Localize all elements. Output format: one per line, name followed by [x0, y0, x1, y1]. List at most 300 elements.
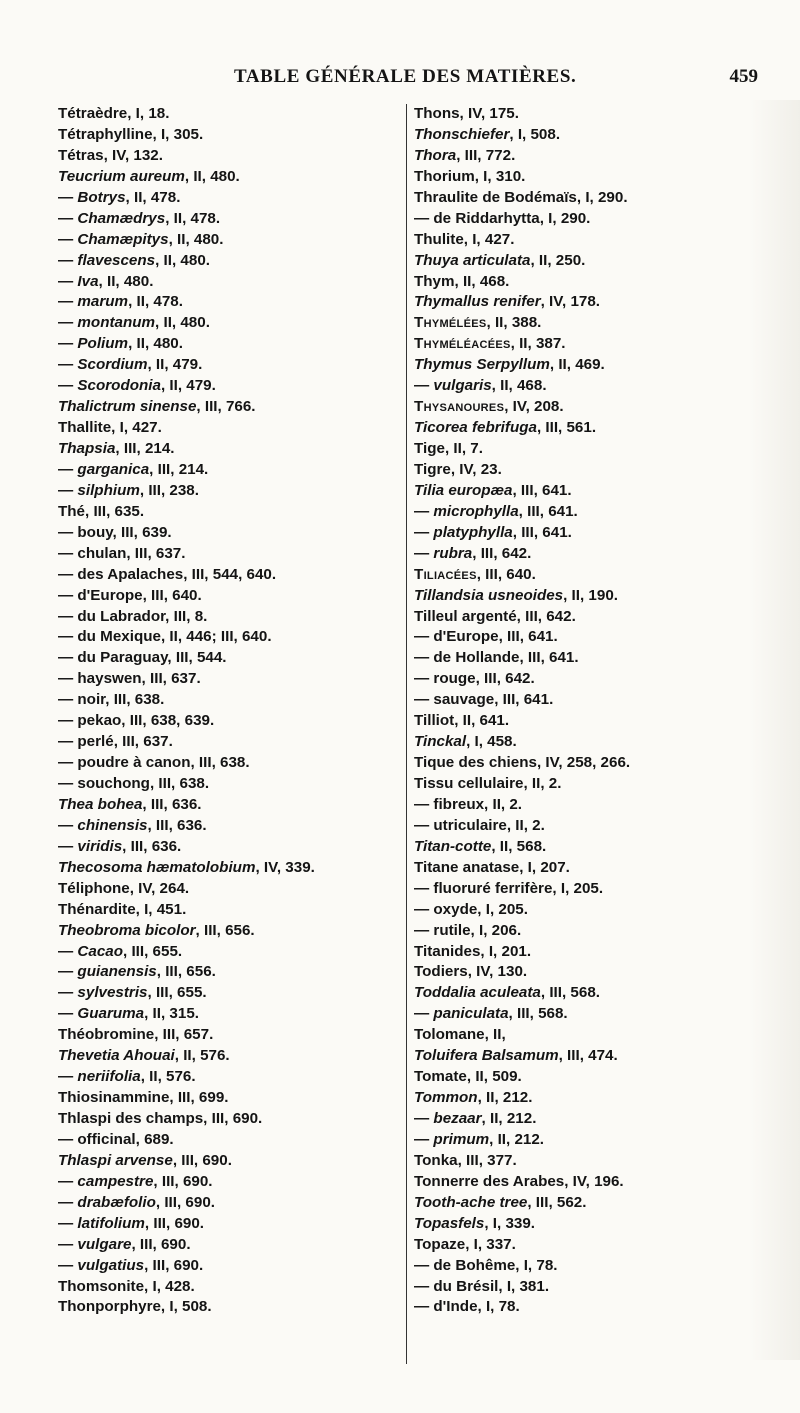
index-entry-part: Tillandsia usneoides [414, 586, 564, 604]
index-entry-part: , II, 568. [491, 837, 547, 855]
index-entry [414, 607, 794, 628]
index-entry [58, 732, 398, 753]
index-entry [414, 418, 794, 439]
index-entry [414, 774, 794, 795]
index-entry-part: — [58, 942, 78, 960]
index-entry-part: — fluoruré ferrifère, I, 205. [414, 879, 604, 897]
index-entry [414, 188, 794, 209]
index-entry [58, 439, 398, 460]
index-entry-part: Thuya articulata [414, 251, 531, 269]
index-entry [58, 502, 398, 523]
index-entry [58, 983, 398, 1004]
index-entry-part: , III, 238. [139, 481, 199, 499]
index-entry-part: guianensis [77, 963, 157, 981]
index-entry [58, 962, 398, 983]
index-entry-part: — [414, 523, 434, 541]
index-entry-part: — rutile, I, 206. [414, 921, 522, 939]
index-entry-part: , IV, 339. [255, 858, 315, 876]
index-entry [58, 230, 398, 251]
index-entry-part: , I, 339. [484, 1214, 536, 1232]
index-entry-part: , II, 212. [477, 1089, 533, 1107]
index-entry-part: silphium [77, 481, 140, 499]
index-entry-part: Thlaspi des champs, III, 690. [58, 1110, 263, 1127]
index-entry-part: campestre [77, 1172, 154, 1190]
index-entry [414, 334, 794, 355]
index-entry [414, 1067, 794, 1088]
index-entry-part: Tomate, II, 509. [414, 1068, 522, 1086]
index-entry-part: , III, 568. [508, 1005, 568, 1023]
index-entry [414, 481, 794, 502]
index-entry [414, 1297, 794, 1318]
index-entry [58, 209, 398, 230]
index-entry-part: , II, 315. [144, 1005, 199, 1023]
index-entry-part: — [58, 335, 78, 353]
index-entry [58, 355, 398, 376]
index-entry-part: Tilliot, II, 641. [414, 712, 510, 730]
index-entry-part: — du Brésil, I, 381. [414, 1277, 550, 1295]
index-entry-part: , III, 690. [172, 1151, 232, 1169]
index-entry-part: — [58, 1193, 78, 1211]
index-entry-part: — sauvage, III, 641. [414, 691, 554, 709]
index-entry-part: Tilleul argenté, III, 642. [414, 607, 576, 625]
index-entry-part: , II, 478. [125, 188, 181, 206]
index-entry-part: Tinckal [414, 733, 467, 751]
index-entry-part: Thymus Serpyllum [414, 356, 550, 374]
index-entry [58, 942, 398, 963]
index-entry [58, 125, 398, 146]
index-entry [414, 167, 794, 188]
index-entry [414, 565, 794, 586]
index-entry [414, 690, 794, 711]
index-entry-part: , II, 480. [184, 167, 240, 185]
index-entry-part: — [58, 314, 78, 332]
index-entry [58, 900, 398, 921]
index-entry-part: , II, 387. [510, 335, 566, 353]
index-entry [58, 376, 398, 397]
index-entry-part: — [58, 1068, 78, 1086]
index-entry-part: , III, 641. [518, 502, 578, 520]
index-entry [414, 1172, 794, 1193]
index-entry-part: , III, 636. [147, 816, 207, 834]
index-entry [414, 292, 794, 313]
index-entry [414, 502, 794, 523]
index-entry-part: — de Bohême, I, 78. [414, 1256, 558, 1274]
index-entry-part: — rouge, III, 642. [414, 670, 535, 688]
page-edge-shadow [750, 100, 800, 1360]
index-entry-part: — d'Inde, I, 78. [414, 1298, 520, 1316]
index-entry [414, 272, 794, 293]
index-entry-part: Toluifera Balsamum [414, 1047, 559, 1065]
index-entry [58, 1256, 398, 1277]
index-entry-part: Théobromine, III, 657. [58, 1026, 214, 1044]
index-entry [414, 732, 794, 753]
index-entry-part: — noir, III, 638. [58, 691, 165, 709]
index-entry-part: sylvestris [77, 984, 148, 1002]
index-entry-part: Thonschiefer [414, 125, 510, 143]
index-entry [58, 586, 398, 607]
index-entry-part: — du Mexique, II, 446; III, 640. [58, 628, 272, 646]
index-entry-part: — [58, 272, 78, 290]
index-entry [414, 1025, 794, 1046]
index-entry-part: — [58, 293, 78, 311]
index-column-right [414, 104, 794, 1318]
index-entry-part: , III, 636. [142, 795, 202, 813]
index-entry [58, 774, 398, 795]
index-entry-part: — [58, 984, 78, 1002]
index-entry-part: — d'Europe, III, 640. [58, 586, 202, 604]
index-entry [414, 586, 794, 607]
index-entry [58, 1130, 398, 1151]
index-entry [414, 1046, 794, 1067]
index-entry-part: marum [77, 293, 129, 311]
index-entry-part: Tétras, IV, 132. [58, 146, 163, 164]
index-entry-part: , II, 479. [147, 356, 203, 374]
index-entry-part: Thevetia Ahouai [58, 1047, 175, 1065]
index-entry-part: Thorium, I, 310. [414, 167, 526, 185]
index-entry [414, 523, 794, 544]
index-entry-part: viridis [77, 837, 123, 855]
index-entry [414, 125, 794, 146]
index-entry [58, 272, 398, 293]
index-entry-part: Todiers, IV, 130. [414, 963, 528, 981]
index-entry-part: — oxyde, I, 205. [414, 900, 528, 918]
index-entry [414, 1193, 794, 1214]
index-entry-part: latifolium [77, 1214, 145, 1232]
index-entry-part: — [58, 1214, 78, 1232]
index-entry-part: — du Labrador, III, 8. [58, 607, 208, 625]
index-entry-part: — [58, 1235, 78, 1253]
index-entry-part: Thraulite de Bodémaïs, I, 290. [414, 188, 628, 206]
index-entry-part: , III, 568. [540, 984, 600, 1002]
index-entry-part: Thymallus renifer [414, 293, 541, 311]
index-entry [414, 669, 794, 690]
index-entry-part: Guaruma [77, 1005, 145, 1023]
index-entry-part: Thé, III, 635. [58, 502, 145, 520]
index-entry-part: , III, 656. [156, 963, 216, 981]
index-entry [58, 816, 398, 837]
index-entry [58, 879, 398, 900]
index-entry [414, 879, 794, 900]
index-entry-part: , IV, 208. [504, 398, 564, 416]
index-entry-part: , II, 576. [140, 1068, 196, 1086]
index-entry-part: Scorodonia [77, 377, 161, 395]
index-entry [58, 1151, 398, 1172]
index-entry [414, 209, 794, 230]
index-entry [414, 711, 794, 732]
index-entry [414, 983, 794, 1004]
index-entry-part: — [58, 816, 78, 834]
index-entry [58, 795, 398, 816]
index-entry [414, 816, 794, 837]
index-entry-part: — [58, 209, 78, 227]
index-entry [58, 1297, 398, 1318]
index-entry-part: vulgare [77, 1235, 132, 1253]
index-entry-part: Tétraphylline, I, 305. [58, 125, 204, 143]
index-entry [58, 460, 398, 481]
index-entry-part: paniculata [433, 1005, 509, 1023]
index-entry-part: Scordium [77, 356, 148, 374]
index-entry [58, 753, 398, 774]
index-entry-part: — [58, 1172, 78, 1190]
index-entry [414, 460, 794, 481]
index-entry [414, 230, 794, 251]
index-entry-part: — [58, 377, 78, 395]
index-entry-part: Thora [414, 146, 457, 164]
index-entry-part: , II, 468. [491, 377, 547, 395]
index-entry [58, 858, 398, 879]
index-entry [58, 418, 398, 439]
index-entry-part: , II, 480. [128, 335, 183, 353]
index-entry-part: , III, 642. [472, 544, 532, 562]
index-entry-part: , I, 508. [509, 125, 561, 143]
index-entry [414, 146, 794, 167]
index-entry [414, 837, 794, 858]
index-entry-part: Tige, II, 7. [414, 440, 483, 457]
index-entry-part: , III, 655. [147, 984, 207, 1002]
index-entry [58, 921, 398, 942]
index-entry [414, 439, 794, 460]
page-title: TABLE GÉNÉRALE DES MATIÈRES. [234, 66, 577, 87]
index-entry-part: Thalictrum sinense [58, 398, 197, 416]
index-entry-part: , II, 479. [160, 377, 216, 395]
index-entry-part: , III, 214. [149, 460, 209, 478]
index-entry-part: , II, 480. [155, 251, 210, 269]
index-entry [58, 1088, 398, 1109]
index-entry-part: Thons, IV, 175. [414, 105, 519, 122]
index-entry [414, 1130, 794, 1151]
index-entry [58, 690, 398, 711]
index-entry-part: Thlaspi arvense [58, 1151, 173, 1169]
index-entry [414, 544, 794, 565]
index-entry [58, 523, 398, 544]
index-entry [414, 376, 794, 397]
index-entry-part: Thonporphyre, I, 508. [58, 1298, 212, 1316]
index-entry [414, 795, 794, 816]
index-entry-part: vulgaris [433, 377, 492, 395]
index-entry-part: — des Apalaches, III, 544, 640. [58, 565, 277, 583]
index-entry [58, 607, 398, 628]
index-entry-part: , III, 690. [153, 1172, 213, 1190]
index-entry-part: — [58, 188, 78, 206]
index-entry [58, 627, 398, 648]
index-entry-part: , III, 640. [476, 565, 536, 583]
index-entry [58, 1172, 398, 1193]
index-entry [414, 942, 794, 963]
index-entry-part: Thapsia [58, 440, 116, 457]
index-entry-part: , II, 212. [489, 1130, 545, 1148]
index-entry [58, 544, 398, 565]
index-entry-part: , III, 690. [131, 1235, 191, 1253]
index-entry-part: rubra [433, 544, 473, 562]
index-entry-part: , II, 190. [563, 586, 618, 604]
index-entry-part: — chulan, III, 637. [58, 544, 186, 562]
index-entry-part: Topaze, I, 337. [414, 1235, 516, 1253]
index-entry-part: Thénardite, I, 451. [58, 900, 187, 918]
index-entry-part: , III, 690. [155, 1193, 215, 1211]
index-entry-part: — [414, 544, 434, 562]
index-entry [414, 648, 794, 669]
index-entry [414, 921, 794, 942]
index-entry-part: Tilia europæa [414, 481, 513, 499]
index-entry-part: , III, 562. [527, 1193, 587, 1211]
index-entry-part: , III, 641. [512, 481, 572, 499]
page-number: 459 [729, 66, 758, 87]
index-entry-part: , II, 478. [165, 209, 221, 227]
column-divider [406, 104, 407, 1364]
index-entry-part: — de Hollande, III, 641. [414, 649, 579, 667]
index-entry-part: , IV, 178. [540, 293, 601, 311]
index-entry-part: Tonka, III, 377. [414, 1151, 517, 1169]
index-entry-part: — pekao, III, 638, 639. [58, 712, 215, 730]
index-entry-part: Chamædrys [77, 209, 166, 227]
index-entry-part: Toddalia aculeata [414, 984, 541, 1002]
index-entry-part: flavescens [77, 251, 156, 269]
index-entry-part: , II, 576. [174, 1047, 230, 1065]
index-entry-part: — utriculaire, II, 2. [414, 816, 545, 834]
index-entry-part: Thyméléacées [414, 335, 511, 353]
index-entry-part: — [58, 356, 78, 374]
index-entry [414, 858, 794, 879]
index-entry-part: chinensis [77, 816, 148, 834]
index-entry-part: , III, 690. [144, 1256, 204, 1274]
index-entry [414, 1214, 794, 1235]
index-entry-part: Thomsonite, I, 428. [58, 1277, 195, 1295]
index-entry [58, 1277, 398, 1298]
index-entry [58, 334, 398, 355]
index-entry-part: Teucrium aureum [58, 167, 185, 185]
index-entry-part: Tooth-ache tree [414, 1193, 528, 1211]
index-entry-part: — poudre à canon, III, 638. [58, 754, 250, 772]
index-entry-part: neriifolia [77, 1068, 141, 1086]
index-entry-part: — [414, 1130, 434, 1148]
index-entry [58, 313, 398, 334]
index-entry-part: Tommon [414, 1089, 478, 1107]
index-entry-part: Tonnerre des Arabes, IV, 196. [414, 1172, 624, 1190]
index-entry [58, 1235, 398, 1256]
index-entry [414, 1109, 794, 1130]
index-entry-part: Thallite, I, 427. [58, 419, 162, 437]
index-entry-part: — souchong, III, 638. [58, 775, 210, 792]
index-entry [58, 1067, 398, 1088]
index-entry-part: Téliphone, IV, 264. [58, 879, 190, 897]
index-entry-part: Thulite, I, 427. [414, 230, 515, 248]
index-entry-part: Tique des chiens, IV, 258, 266. [414, 754, 631, 772]
index-entry-part: platyphylla [433, 523, 513, 541]
index-entry-part: , III, 474. [558, 1047, 618, 1065]
index-entry-part: — bouy, III, 639. [58, 523, 172, 541]
index-entry-part: , III, 214. [115, 440, 175, 457]
index-entry-part: — [58, 1005, 78, 1023]
index-entry-part: — perlé, III, 637. [58, 733, 173, 751]
index-entry-part: , II, 388. [486, 314, 542, 332]
index-entry-part: — officinal, 689. [58, 1130, 174, 1148]
index-entry-part: — d'Europe, III, 641. [414, 628, 558, 646]
index-entry-part: Theobroma bicolor [58, 921, 196, 939]
index-entry-part: Thea bohea [58, 795, 143, 813]
index-entry-part: Thymélées [414, 314, 487, 332]
index-entry-part: — [58, 481, 78, 499]
index-entry-part: garganica [77, 460, 150, 478]
index-entry-part: Thysanoures [414, 398, 505, 416]
index-entry [58, 669, 398, 690]
index-entry [58, 565, 398, 586]
index-entry [58, 292, 398, 313]
index-entry [414, 104, 794, 125]
index-entry-part: — [414, 377, 434, 395]
index-entry [414, 313, 794, 334]
index-entry-part: — du Paraguay, III, 544. [58, 649, 227, 667]
index-entry [414, 1088, 794, 1109]
index-entry-part: Tissu cellulaire, II, 2. [414, 775, 562, 792]
index-entry-part: Chamæpitys [77, 230, 169, 248]
index-entry-part: — [414, 502, 434, 520]
index-entry [414, 1235, 794, 1256]
page-header [0, 66, 800, 90]
index-entry [58, 146, 398, 167]
index-entry-part: — [58, 230, 78, 248]
index-entry-part: , III, 655. [123, 942, 183, 960]
index-entry [58, 188, 398, 209]
index-entry-part: bezaar [433, 1110, 482, 1127]
index-entry [58, 1004, 398, 1025]
index-entry-part: , II, 480. [155, 314, 210, 332]
index-entry-part: , II, 478. [128, 293, 183, 311]
index-entry-part: Titan-cotte [414, 837, 492, 855]
index-entry-part: Iva [77, 272, 99, 290]
index-entry-part: Tolomane, II, [414, 1026, 506, 1044]
index-entry [58, 711, 398, 732]
index-entry [414, 753, 794, 774]
index-entry-part: Cacao [77, 942, 124, 960]
index-entry-part: Botrys [77, 188, 126, 206]
index-entry [58, 104, 398, 125]
index-entry [58, 1046, 398, 1067]
index-entry-part: , II, 480. [168, 230, 224, 248]
index-entry-part: — [414, 1110, 434, 1127]
index-entry-part: , III, 690. [144, 1214, 205, 1232]
index-entry-part: vulgatius [77, 1256, 145, 1274]
index-entry [58, 1193, 398, 1214]
index-entry [414, 627, 794, 648]
index-entry-part: , III, 561. [536, 419, 597, 437]
index-entry-part: , III, 656. [195, 921, 255, 939]
index-entry-part: montanum [77, 314, 156, 332]
index-entry-part: Titane anatase, I, 207. [414, 858, 570, 876]
index-entry-part: , II, 480. [98, 272, 154, 290]
index-entry [414, 900, 794, 921]
index-entry-part: Titanides, I, 201. [414, 942, 532, 960]
index-entry-part: , III, 772. [456, 146, 516, 164]
index-entry-part: , III, 636. [122, 837, 182, 855]
index-entry-part: Tiliacées [414, 565, 477, 583]
index-entry-part: Tigre, IV, 23. [414, 460, 502, 478]
index-entry-part: microphylla [433, 502, 519, 520]
index-entry [414, 1004, 794, 1025]
index-entry-part: Thym, II, 468. [414, 272, 510, 290]
index-entry-part: — [58, 251, 78, 269]
index-entry-part: , III, 766. [196, 398, 256, 416]
index-entry-part: — [58, 1256, 78, 1274]
index-entry [414, 962, 794, 983]
index-entry [414, 1151, 794, 1172]
index-entry [414, 251, 794, 272]
index-entry [58, 397, 398, 418]
index-entry-part: drabæfolio [77, 1193, 156, 1211]
index-entry-part: , I, 458. [466, 733, 517, 751]
index-entry [414, 1277, 794, 1298]
index-column-left [58, 104, 398, 1318]
index-entry-part: — fibreux, II, 2. [414, 795, 523, 813]
